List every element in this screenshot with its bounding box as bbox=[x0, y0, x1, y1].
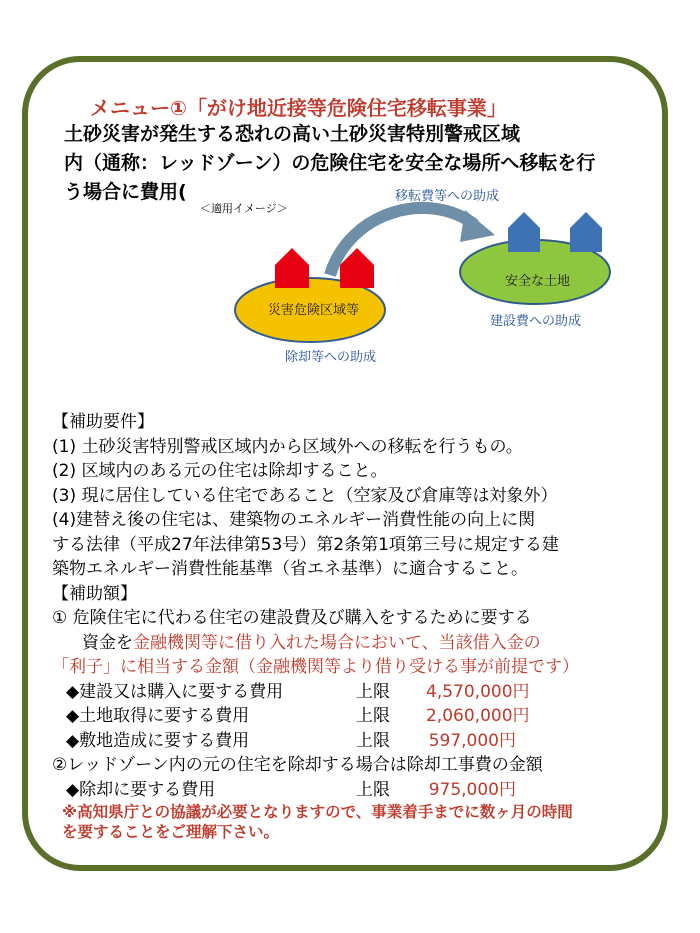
amounts-heading: 【補助額】 bbox=[52, 583, 137, 604]
demolish-label: 除却等への助成 bbox=[285, 350, 377, 365]
danger-label: 災害危険区域等 bbox=[268, 303, 360, 318]
requirement-item: する法律（平成27年法律第53号）第2条第1項第三号に規定する建 bbox=[52, 534, 559, 555]
amount-row bbox=[52, 729, 672, 754]
blue-house-icon bbox=[508, 212, 540, 252]
amount-interest: 「利子」に相当する金額（金融機関等より借り受ける事が前提です） bbox=[52, 657, 579, 677]
amount-row-limit: 上限 bbox=[356, 706, 390, 726]
amount-row-item: ◆敷地造成に要する費用 bbox=[66, 730, 250, 751]
requirements-heading: 【補助要件】 bbox=[52, 412, 154, 432]
note-line: ※高知県庁との協議が必要となりますので、事業着手までに数ヶ月の時間 bbox=[62, 803, 573, 821]
amount-row-item: ◆建設又は購入に要する費用 bbox=[66, 681, 284, 702]
requirement-item: (3) 現に居住している住宅であること（空家及び倉庫等は対象外） bbox=[52, 485, 558, 506]
amount-item-2: ②レッドゾーン内の元の住宅を除却する場合は除却工事費の金額 bbox=[52, 755, 543, 775]
relocation-diagram bbox=[190, 180, 660, 380]
amount-row-value: 2,060,000円 bbox=[426, 706, 530, 726]
page-title: メニュー①「がけ地近接等危険住宅移転事業」 bbox=[90, 96, 507, 120]
requirement-item: (4)建替え後の住宅は、建築物のエネルギー消費性能の向上に関 bbox=[52, 510, 536, 530]
red-house-icon bbox=[275, 248, 309, 288]
safe-label: 安全な土地 bbox=[505, 274, 571, 289]
amount-row-limit: 上限 bbox=[356, 681, 390, 702]
requirements-section bbox=[52, 410, 672, 842]
amount-row bbox=[52, 704, 672, 729]
amount-text: 資金を bbox=[82, 632, 133, 653]
amount-row-limit: 上限 bbox=[356, 730, 390, 751]
amount-condition: 金融機関等に借り入れた場合において、当該借入金の bbox=[133, 632, 541, 653]
arrow-head bbox=[460, 210, 495, 242]
amount-item-1: ① 危険住宅に代わる住宅の建設費及び購入をするために要する bbox=[52, 608, 532, 628]
amount-item-1-cont bbox=[52, 631, 672, 656]
intro-line: う場合に費用( bbox=[64, 181, 187, 203]
intro-line: 土砂災害が発生する恐れの高い土砂災害特別警戒区域 bbox=[64, 123, 521, 145]
amount-row bbox=[52, 778, 672, 803]
requirement-item: 築物エネルギー消費性能基準（省エネ基準）に適合すること。 bbox=[52, 559, 528, 579]
requirement-item: (2) 区域内のある元の住宅は除却すること。 bbox=[52, 461, 388, 481]
amount-row-item: ◆除却に要する費用 bbox=[66, 779, 216, 800]
move-label: 移転費等への助成 bbox=[395, 189, 500, 204]
amount-row-item: ◆土地取得に要する費用 bbox=[66, 706, 250, 726]
amount-row bbox=[52, 680, 672, 705]
amount-row-value: 4,570,000円 bbox=[426, 681, 530, 702]
blue-house-icon bbox=[570, 212, 602, 252]
requirement-item: (1) 土砂災害特別警戒区域内から区域外への移転を行うもの。 bbox=[52, 436, 523, 457]
amount-row-value: 975,000円 bbox=[428, 779, 516, 800]
amount-row-limit: 上限 bbox=[356, 779, 390, 800]
diagram-caption: ＜適用イメージ＞ bbox=[200, 202, 288, 215]
note bbox=[52, 802, 672, 842]
intro-line: 内（通称：レッドゾーン）の危険住宅を安全な場所へ移転を行 bbox=[64, 152, 596, 174]
amount-row-value: 597,000円 bbox=[428, 730, 516, 751]
build-label: 建設費への助成 bbox=[490, 314, 582, 329]
note-line: を要することをご理解下さい。 bbox=[62, 823, 280, 841]
